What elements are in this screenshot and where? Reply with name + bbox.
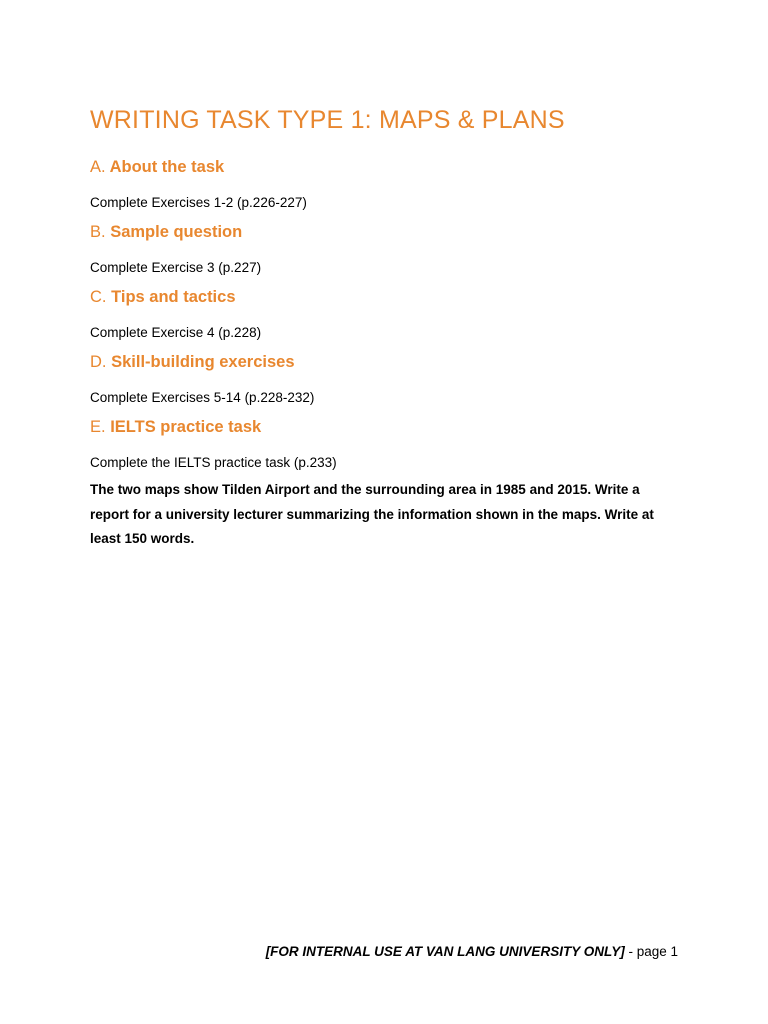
page-title: WRITING TASK TYPE 1: MAPS & PLANS: [90, 106, 565, 134]
section-instruction: Complete the IELTS practice task (p.233): [90, 455, 337, 470]
section-letter: A.: [90, 158, 106, 176]
section-heading-about-the-task: [90, 158, 224, 177]
section-letter: C.: [90, 288, 107, 306]
section-heading-skill-building-exercises: [90, 353, 295, 372]
section-letter: E.: [90, 418, 106, 436]
section-heading-text: Sample question: [110, 223, 243, 241]
section-instruction: Complete Exercise 3 (p.227): [90, 260, 262, 275]
section-heading-sample-question: [90, 223, 242, 242]
section-heading-text: IELTS practice task: [110, 418, 262, 436]
page-number: - page 1: [624, 944, 678, 959]
section-letter: B.: [90, 223, 106, 241]
section-instruction: Complete Exercise 4 (p.228): [90, 325, 262, 340]
section-instruction: Complete Exercises 1-2 (p.226-227): [90, 195, 307, 210]
section-instruction: Complete Exercises 5-14 (p.228-232): [90, 390, 315, 405]
internal-use-notice: [FOR INTERNAL USE AT VAN LANG UNIVERSITY ONLY]: [265, 944, 625, 959]
section-heading-text: Tips and tactics: [111, 288, 236, 306]
section-heading-text: About the task: [109, 158, 225, 176]
page-footer: [266, 944, 678, 959]
section-letter: D.: [90, 353, 107, 371]
section-heading-tips-and-tactics: [90, 288, 236, 307]
section-heading-text: Skill-building exercises: [111, 353, 295, 371]
task-prompt: The two maps show Tilden Airport and the surrounding area in 1985 and 2015. Write a report for a university lecturer summarizing the information shown in the maps. Write at least 150 words.: [90, 482, 654, 546]
section-heading-ielts-practice-task: [90, 418, 261, 437]
